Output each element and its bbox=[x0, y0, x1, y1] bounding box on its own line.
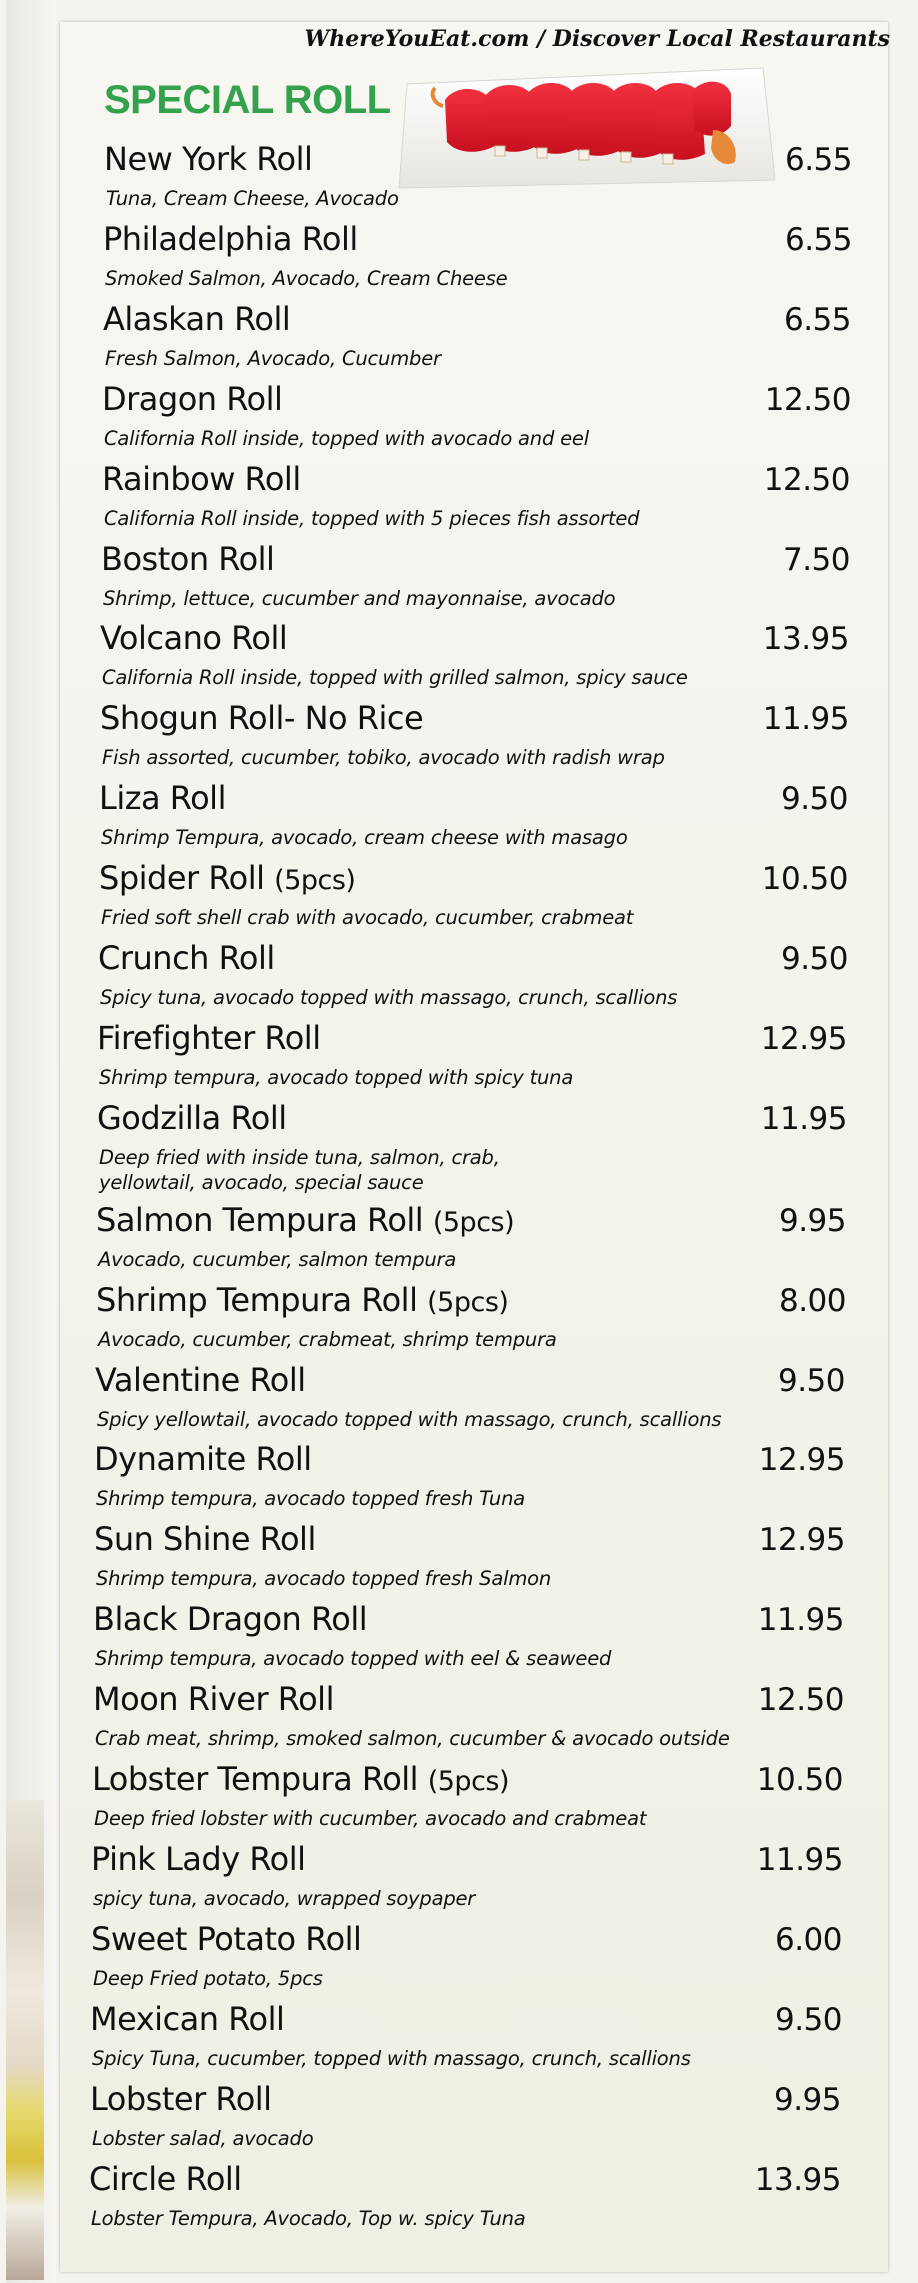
item-name bbox=[101, 540, 274, 578]
item-name-text: Rainbow Roll bbox=[102, 460, 301, 498]
item-name-text: Shrimp Tempura Roll bbox=[96, 1281, 418, 1319]
item-name-text: New York Roll bbox=[104, 140, 313, 178]
item-name-text: Firefighter Roll bbox=[97, 1019, 321, 1057]
menu-item bbox=[102, 460, 850, 530]
menu-item bbox=[93, 1680, 844, 1750]
menu-item bbox=[103, 220, 852, 290]
item-name bbox=[99, 779, 226, 817]
item-price: 12.50 bbox=[764, 382, 851, 418]
item-description: Lobster salad, avocado bbox=[92, 2127, 314, 2150]
item-price: 10.50 bbox=[761, 861, 848, 897]
item-price: 13.95 bbox=[754, 2162, 841, 2198]
item-name-text: Shogun Roll- No Rice bbox=[100, 699, 424, 737]
item-piece-count: (5pcs) bbox=[427, 1766, 510, 1797]
item-price: 6.55 bbox=[784, 222, 852, 258]
item-description: Spicy yellowtail, avocado topped with massago, crunch, scallions bbox=[97, 1408, 722, 1431]
menu-item bbox=[93, 1600, 844, 1670]
item-description: Spicy Tuna, cucumber, topped with massago, crunch, scallions bbox=[92, 2047, 691, 2070]
menu-item bbox=[94, 1520, 845, 1590]
item-name-text: Valentine Roll bbox=[95, 1361, 306, 1399]
menu-item bbox=[90, 2000, 842, 2070]
item-name bbox=[97, 1019, 321, 1057]
item-name-text: Boston Roll bbox=[101, 540, 275, 578]
item-name bbox=[98, 939, 275, 977]
section-title: SPECIAL ROLL bbox=[104, 78, 391, 122]
item-price: 6.55 bbox=[784, 142, 852, 178]
item-price: 10.50 bbox=[756, 1762, 843, 1798]
item-description: Deep fried with inside tuna, salmon, crab, yellowtail, avocado, special sauce bbox=[99, 1146, 500, 1194]
item-name bbox=[103, 220, 358, 258]
menu-item bbox=[100, 699, 849, 769]
item-price: 9.50 bbox=[774, 2002, 842, 2038]
item-description: Shrimp tempura, avocado topped fresh Tuna bbox=[96, 1487, 525, 1510]
item-name bbox=[93, 1680, 334, 1718]
menu-item bbox=[97, 1019, 847, 1089]
menu-item bbox=[97, 1099, 847, 1194]
item-price: 9.95 bbox=[773, 2082, 841, 2118]
item-name bbox=[102, 380, 282, 418]
menu-item bbox=[99, 779, 848, 849]
menu-item bbox=[98, 939, 848, 1009]
item-name-text: Sun Shine Roll bbox=[94, 1520, 316, 1558]
item-description: Fish assorted, cucumber, tobiko, avocado with radish wrap bbox=[102, 746, 665, 769]
item-description: Fried soft shell crab with avocado, cucumber, crabmeat bbox=[101, 906, 634, 929]
item-price: 11.95 bbox=[756, 1842, 843, 1878]
item-description: California Roll inside, topped with 5 pieces fish assorted bbox=[104, 507, 640, 530]
item-name bbox=[94, 1520, 316, 1558]
item-piece-count: (5pcs) bbox=[432, 1207, 515, 1238]
item-price: 6.00 bbox=[774, 1922, 842, 1958]
item-name-text: Dragon Roll bbox=[102, 380, 283, 418]
item-name-text: Spider Roll bbox=[99, 859, 265, 897]
item-name-text: Black Dragon Roll bbox=[93, 1600, 368, 1638]
item-description: Fresh Salmon, Avocado, Cucumber bbox=[105, 347, 441, 370]
item-piece-count: (5pcs) bbox=[427, 1287, 509, 1318]
item-description: Shrimp tempura, avocado topped with eel & seaweed bbox=[95, 1647, 612, 1670]
menu-item bbox=[101, 540, 850, 610]
item-name-text: Volcano Roll bbox=[100, 619, 288, 657]
item-name-text: Sweet Potato Roll bbox=[91, 1920, 362, 1958]
item-name-text: Salmon Tempura Roll bbox=[96, 1201, 424, 1239]
item-description: Lobster Tempura, Avocado, Top w. spicy Tuna bbox=[91, 2207, 526, 2230]
item-name bbox=[90, 2080, 272, 2118]
item-price: 12.95 bbox=[758, 1442, 845, 1478]
item-price: 11.95 bbox=[762, 701, 849, 737]
item-name bbox=[93, 1600, 367, 1638]
menu-item bbox=[89, 2160, 841, 2230]
item-price: 9.50 bbox=[780, 941, 848, 977]
edge-photo bbox=[6, 1800, 44, 2280]
item-name-text: Alaskan Roll bbox=[103, 300, 291, 338]
item-description: Shrimp Tempura, avocado, cream cheese with masago bbox=[101, 826, 628, 849]
item-description: Deep fried lobster with cucumber, avocado and crabmeat bbox=[94, 1807, 647, 1830]
item-price: 13.95 bbox=[762, 621, 849, 657]
menu-item bbox=[92, 1760, 843, 1830]
item-name bbox=[103, 300, 290, 338]
item-name-text: Liza Roll bbox=[99, 779, 226, 817]
item-name-text: Godzilla Roll bbox=[97, 1099, 287, 1137]
item-name-text: Lobster Roll bbox=[90, 2080, 272, 2118]
item-name bbox=[95, 1361, 306, 1399]
menu-item bbox=[90, 2080, 841, 2150]
item-name bbox=[90, 2000, 284, 2038]
item-description: Spicy tuna, avocado topped with massago, crunch, scallions bbox=[100, 986, 678, 1009]
menu-item bbox=[91, 1840, 843, 1910]
item-price: 7.50 bbox=[782, 542, 850, 578]
item-name-text: Moon River Roll bbox=[93, 1680, 334, 1718]
menu-item bbox=[96, 1281, 846, 1351]
menu-item bbox=[103, 300, 851, 370]
site-watermark: WhereYouEat.com / Discover Local Restaurants bbox=[304, 26, 890, 52]
item-description: Tuna, Cream Cheese, Avocado bbox=[106, 187, 399, 210]
item-description: spicy tuna, avocado, wrapped soypaper bbox=[93, 1887, 476, 1910]
item-price: 12.95 bbox=[760, 1021, 847, 1057]
item-price: 9.95 bbox=[778, 1203, 846, 1239]
item-price: 12.50 bbox=[757, 1682, 844, 1718]
menu-item bbox=[95, 1361, 845, 1431]
item-price: 11.95 bbox=[760, 1101, 847, 1137]
item-name bbox=[96, 1201, 514, 1239]
item-description: Deep Fried potato, 5pcs bbox=[93, 1967, 323, 1990]
item-name-text: Dynamite Roll bbox=[94, 1440, 312, 1478]
item-name bbox=[91, 1920, 361, 1958]
menu-item bbox=[94, 1440, 845, 1510]
item-name-text: Circle Roll bbox=[89, 2160, 242, 2198]
item-description: Shrimp, lettuce, cucumber and mayonnaise, avocado bbox=[103, 587, 616, 610]
item-name-text: Pink Lady Roll bbox=[91, 1840, 306, 1878]
item-description: Shrimp tempura, avocado topped fresh Salmon bbox=[96, 1567, 552, 1590]
item-price: 8.00 bbox=[778, 1283, 846, 1319]
menu-item bbox=[104, 140, 852, 210]
item-name-text: Lobster Tempura Roll bbox=[92, 1760, 419, 1798]
item-name bbox=[104, 140, 312, 178]
item-description: Avocado, cucumber, crabmeat, shrimp tempura bbox=[98, 1328, 557, 1351]
item-name bbox=[97, 1099, 287, 1137]
item-price: 9.50 bbox=[780, 781, 848, 817]
item-name-text: Crunch Roll bbox=[98, 939, 275, 977]
item-description: Smoked Salmon, Avocado, Cream Cheese bbox=[105, 267, 508, 290]
item-price: 6.55 bbox=[783, 302, 851, 338]
item-description: Avocado, cucumber, salmon tempura bbox=[98, 1248, 457, 1271]
item-name bbox=[96, 1281, 508, 1319]
item-price: 9.50 bbox=[777, 1363, 845, 1399]
item-description: California Roll inside, topped with grilled salmon, spicy sauce bbox=[102, 666, 688, 689]
item-name bbox=[102, 460, 301, 498]
item-name bbox=[94, 1440, 312, 1478]
item-price: 12.95 bbox=[758, 1522, 845, 1558]
item-piece-count: (5pcs) bbox=[274, 865, 356, 896]
item-description: Shrimp tempura, avocado topped with spicy tuna bbox=[99, 1066, 574, 1089]
item-price: 12.50 bbox=[763, 462, 850, 498]
item-name-text: Mexican Roll bbox=[90, 2000, 285, 2038]
item-name bbox=[100, 619, 287, 657]
menu-item bbox=[102, 380, 851, 450]
item-description: California Roll inside, topped with avocado and eel bbox=[104, 427, 589, 450]
item-name-text: Philadelphia Roll bbox=[103, 220, 358, 258]
item-name bbox=[100, 699, 423, 737]
menu-item bbox=[100, 619, 849, 689]
menu-item bbox=[96, 1201, 846, 1271]
item-name bbox=[92, 1760, 509, 1798]
item-name bbox=[99, 859, 355, 897]
item-price: 11.95 bbox=[757, 1602, 844, 1638]
item-name bbox=[91, 1840, 305, 1878]
menu-item bbox=[91, 1920, 842, 1990]
menu-item bbox=[99, 859, 848, 929]
item-name bbox=[89, 2160, 242, 2198]
item-description: Crab meat, shrimp, smoked salmon, cucumber & avocado outside bbox=[95, 1727, 730, 1750]
